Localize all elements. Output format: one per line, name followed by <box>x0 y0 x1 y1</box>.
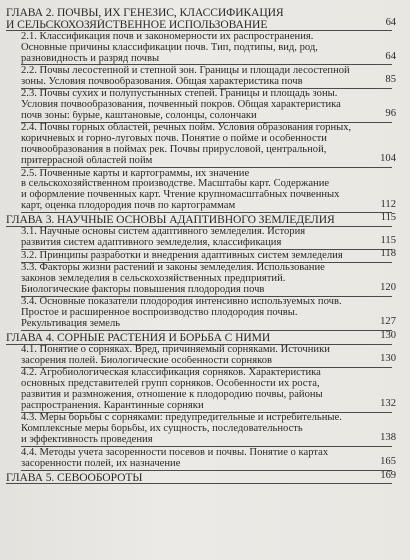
toc-line: зоны. Условия почвообразования. Общая характеристика почв <box>21 77 392 89</box>
toc-page-number: 104 <box>380 153 396 165</box>
toc-line: Простое и расширенное воспроизводство плодородия почвы. <box>21 308 298 319</box>
toc-line: карт, оценка плодородия почв по картограммам <box>21 201 392 213</box>
toc-chapter <box>6 214 404 227</box>
toc-line: И СЕЛЬСКОХОЗЯЙСТВЕННОЕ ИСПОЛЬЗОВАНИЕ <box>6 19 392 32</box>
toc-line: Основные причины классификации почв. Тип, подтипы, вид, род, <box>21 42 318 53</box>
toc-line: притеррасной областей пойм <box>21 156 392 168</box>
toc-chapter <box>6 7 404 31</box>
toc-entry <box>6 263 404 297</box>
toc-line: Биологические факторы повышения плодородия почв <box>21 285 392 297</box>
toc-page-number: 115 <box>380 235 396 247</box>
toc-chapter <box>6 332 404 345</box>
toc-line: разновидность и разряд почвы <box>21 54 392 66</box>
toc-line: 3.3. Факторы жизни растений и законы земледелия. Использование <box>21 263 325 273</box>
toc-line: 4.4. Методы учета засоренности посевов и почвы. Понятие о картах <box>21 447 329 458</box>
toc-line: ГЛАВА 2. ПОЧВЫ, ИХ ГЕНЕЗИС, КЛАССИФИКАЦИЯ <box>6 7 284 19</box>
toc-entry <box>6 297 404 331</box>
toc-entry <box>6 169 404 214</box>
toc-line: 2.1. Классификация почв и закономерности их распространения. <box>21 31 314 42</box>
toc-page-number: 120 <box>380 282 396 293</box>
toc-page-number: 169 <box>380 470 396 481</box>
toc-page-number: 165 <box>380 455 396 467</box>
toc-line: 2.2. Почвы лесостепной и степной зон. Границы и площади лесостепной <box>21 65 350 76</box>
toc-line: законов земледелия в сельскохозяйственных предприятий. <box>21 273 286 284</box>
toc-page-number: 130 <box>380 353 396 365</box>
toc-entry <box>6 413 404 447</box>
toc-page-number: 96 <box>385 108 396 120</box>
toc-line: 4.2. Агробиологическая классификация сорняков. Характеристика <box>21 368 321 379</box>
toc-page-number: 132 <box>380 398 396 410</box>
toc-chapter <box>6 472 404 485</box>
toc-line: и эффективность проведения <box>21 435 392 447</box>
toc-line: коричневых и горно-луговых почв. Понятие о пойме и особенности <box>21 134 327 145</box>
toc-line: развития систем адаптивного земледелия, классификация <box>21 238 392 250</box>
toc-line: 2.4. Почвы горных областей, речных пойм. Условия образования горных, <box>21 123 352 134</box>
toc-line: ГЛАВА 5. СЕВООБОРОТЫ <box>6 472 392 485</box>
toc-line: 2.3. Почвы сухих и полупустынных степей. Границы и площадь зоны. <box>21 89 338 100</box>
toc-page-number: 138 <box>380 432 396 444</box>
toc-line: засорения полей. Биологические особенности сорняков <box>21 356 392 368</box>
toc-line: ГЛАВА 4. СОРНЫЕ РАСТЕНИЯ И БОРЬБА С НИМИ <box>6 332 392 345</box>
toc-line: почвообразования в поймах рек. Почвы прирусловой, центральной, <box>21 145 327 156</box>
toc-page-number: 64 <box>385 17 396 28</box>
toc-line: почв зоны: бурые, каштановые, солонцы, солончаки <box>21 111 392 123</box>
toc-page-number: 127 <box>380 316 396 328</box>
toc-line: 4.3. Меры борьбы с сорняками: предупредительные и истребительные. <box>21 413 342 424</box>
toc-line: засоренности полей, их назначение <box>21 459 392 471</box>
toc-entry <box>6 123 404 168</box>
toc-page-number: 112 <box>380 198 396 210</box>
toc-line: 3.4. Основные показатели плодородия интенсивно используемых почв. <box>21 297 342 308</box>
toc-entry <box>6 345 404 368</box>
toc-line: Рекультивация земель <box>21 319 392 331</box>
toc-line: 3.2. Принципы разработки и внедрения адаптивных систем земледелия <box>21 251 392 263</box>
toc-line: ГЛАВА 3. НАУЧНЫЕ ОСНОВЫ АДАПТИВНОГО ЗЕМЛЕДЕЛИЯ <box>6 214 392 227</box>
toc-line: развития и размножения, отношение к плодородию почвы, районы <box>21 390 323 401</box>
toc-entry <box>6 89 404 123</box>
toc-entry <box>6 32 404 66</box>
toc-line: 4.1. Понятие о сорняках. Вред, причиняемый сорняками. Источники <box>21 345 330 356</box>
toc-page-number: 115 <box>380 212 396 223</box>
toc-line: распространения. Карантинные сорняки <box>21 401 392 413</box>
toc-line: и оформление почвенных карт. Чтение крупномасштабных почвенных <box>21 190 340 201</box>
toc-page-number: 118 <box>380 247 396 259</box>
toc-entry <box>6 247 404 263</box>
toc-entry <box>6 448 404 471</box>
toc-line: Комплексные меры борьбы, их сущность, последовательность <box>21 424 303 435</box>
toc-line: Условия почвообразования, почвенный покров. Общая характеристика <box>21 100 341 111</box>
toc-line: основных представителей групп сорняков. Особенности их роста, <box>21 379 320 390</box>
table-of-contents <box>6 6 404 485</box>
toc-entry <box>6 227 404 250</box>
toc-page-number: 130 <box>380 330 396 341</box>
toc-line: 2.5. Почвенные карты и картограммы, их значение <box>21 168 250 179</box>
toc-entry <box>6 66 404 89</box>
toc-page-number: 85 <box>385 73 396 85</box>
toc-entry <box>6 368 404 413</box>
toc-line: в сельскохозяйственном производстве. Масштабы карт. Содержание <box>21 179 330 190</box>
toc-line: 3.1. Научные основы систем адаптивного земледелия. История <box>21 227 306 238</box>
toc-page-number: 64 <box>385 50 396 62</box>
